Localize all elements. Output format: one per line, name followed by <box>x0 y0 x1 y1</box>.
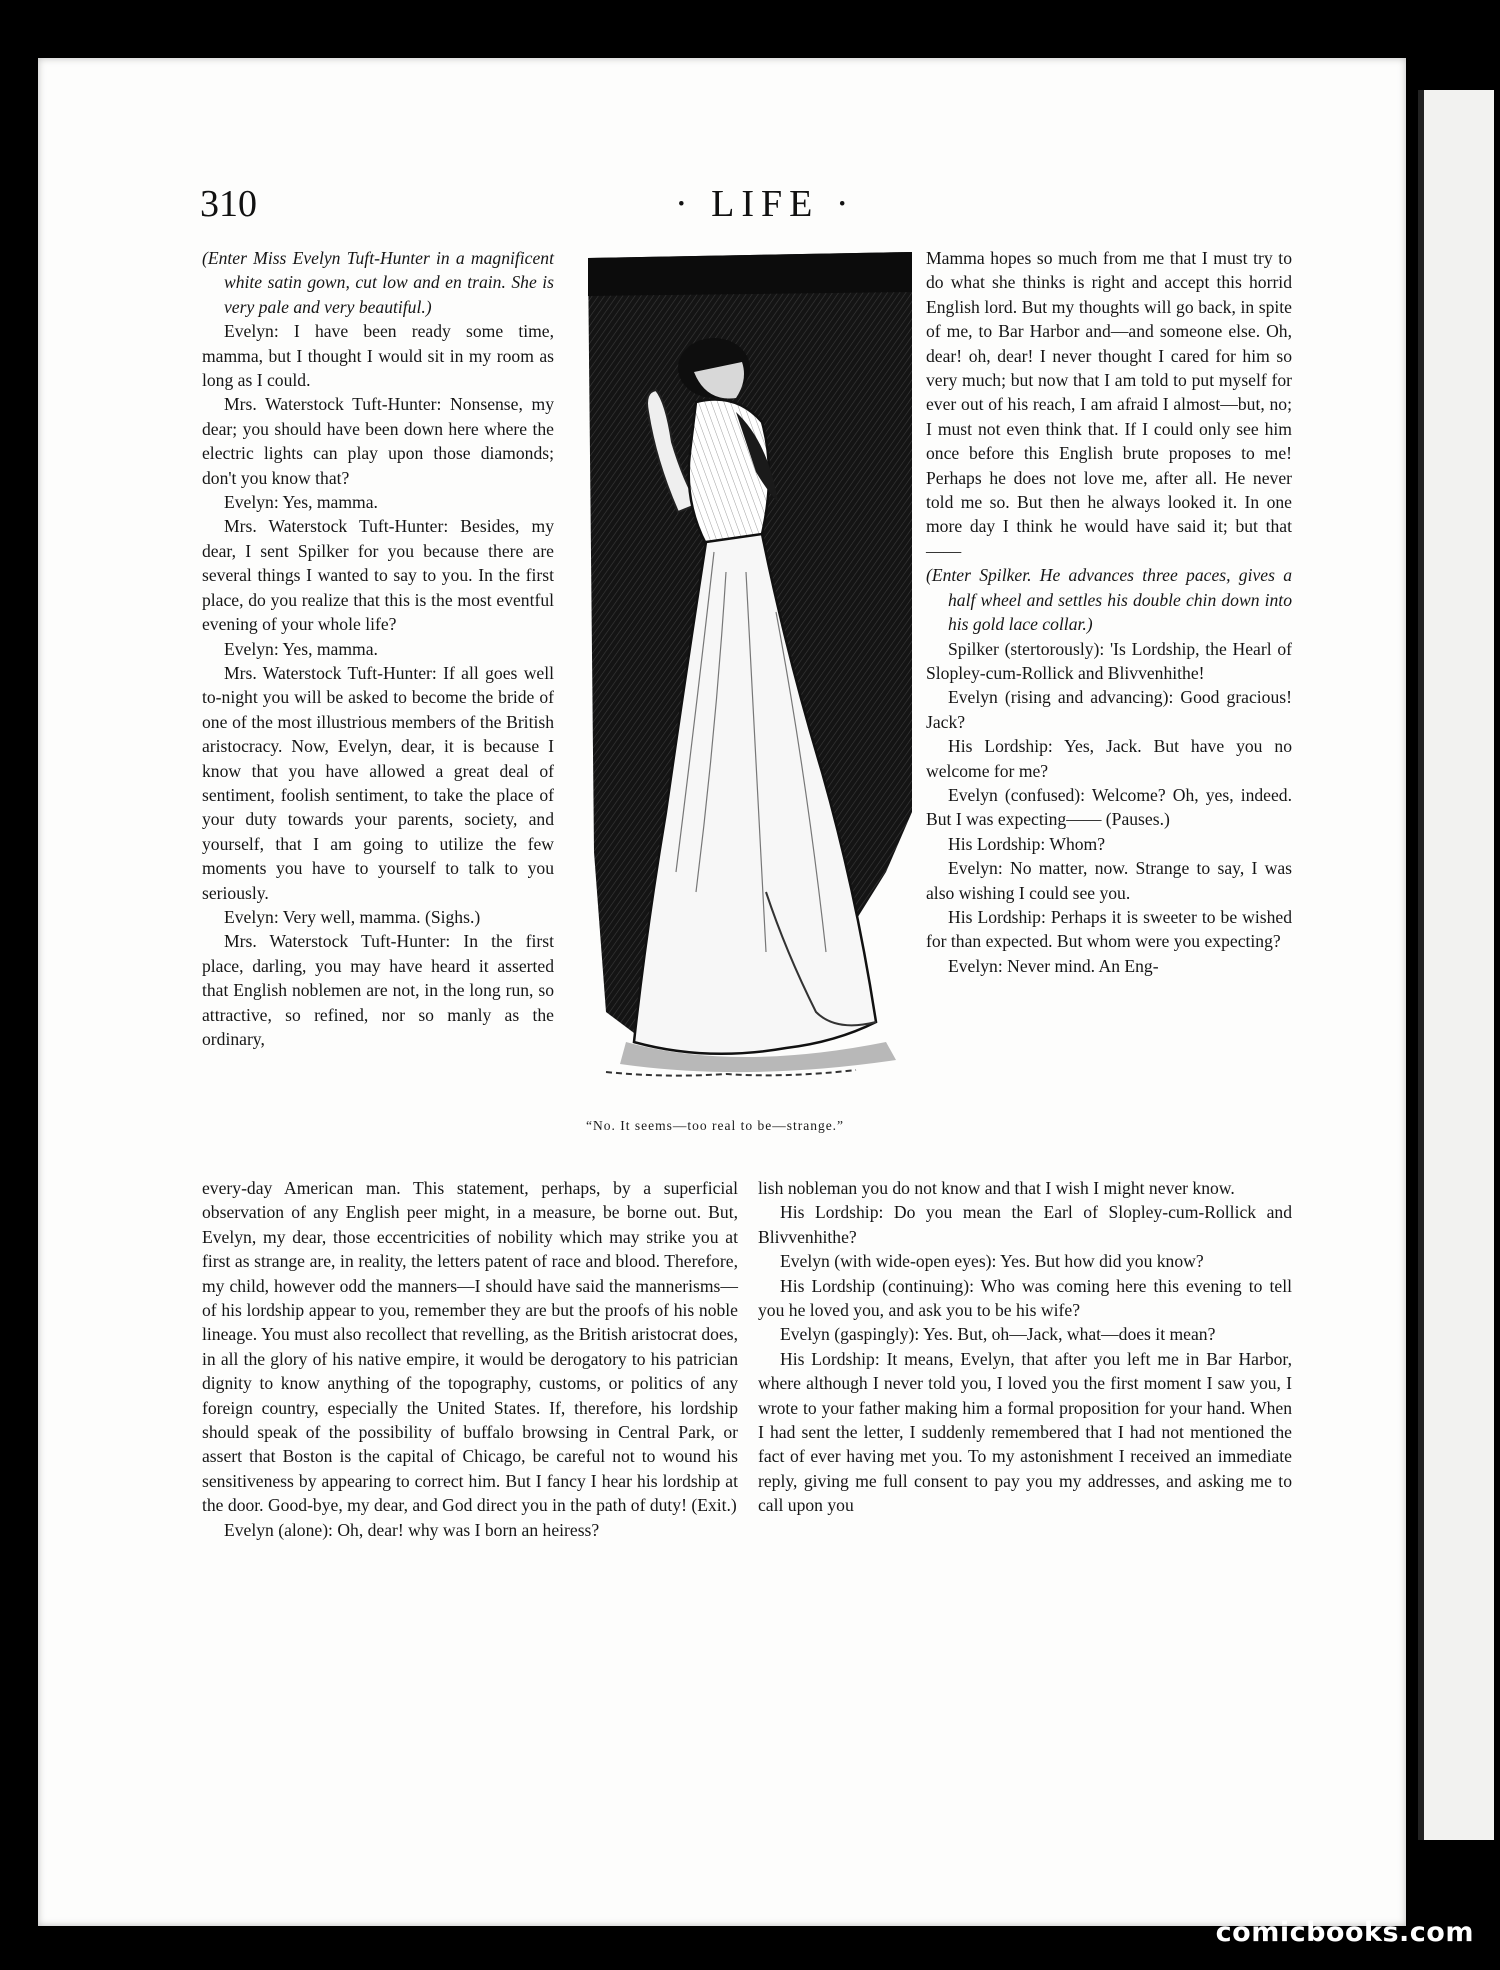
dialogue-paragraph: Evelyn (gaspingly): Yes. But, oh—Jack, what—does it mean? <box>780 1324 1216 1345</box>
dialogue-paragraph: Evelyn (rising and advancing): Good gracious! Jack? <box>926 687 1292 732</box>
stage-direction: (Enter Miss Evelyn Tuft-Hunter in a magnificent white satin gown, cut low and en train. She is very pale and very beautiful.) <box>202 248 554 317</box>
dialogue-paragraph: His Lordship: It means, Evelyn, that after you left me in Bar Harbor, where although I never told you, I loved you the first moment I saw you, I wrote to your father making him a formal proposition for your hand. When I had sent the letter, I suddenly remembered that I had not mentioned the fact of ever having met you. To my astonishment I received an immediate reply, giving me full consent to pay you my addresses, and asking me to call upon you <box>758 1348 1292 1516</box>
dialogue-paragraph: Mrs. Waterstock Tuft-Hunter: Besides, my dear, I sent Spilker for you because there are several things I wanted to say to you. In the first place, do you realize that this is the most eventful evening of your whole life? <box>202 516 554 635</box>
dialogue-paragraph: His Lordship (continuing): Who was coming here this evening to tell you he loved you, and ask you to be his wife? <box>758 1275 1292 1321</box>
right-column-bottom <box>758 1176 1292 1518</box>
left-column-bottom <box>202 1176 738 1542</box>
illustration <box>586 252 916 1092</box>
right-column-top <box>926 246 1292 978</box>
dialogue-paragraph: His Lordship: Perhaps it is sweeter to be wished for than expected. But whom were you expecting? <box>926 906 1292 952</box>
illustration-caption: “No. It seems—too real to be—strange.” <box>586 1118 845 1133</box>
dialogue-paragraph: Mrs. Waterstock Tuft-Hunter: If all goes well to-night you will be asked to become the bride of one of the most illustrious members of the British aristocracy. Now, Evelyn, dear, it is because I know that you have allowed a great deal of sentiment, foolish sentiment, to take the place of your duty towards your parents, society, and yourself, that I am going to utilize the few moments you have to yourself to talk to you seriously. <box>202 662 554 903</box>
dialogue-paragraph: His Lordship: Yes, Jack. But have you no welcome for me? <box>926 736 1292 781</box>
dialogue-paragraph: Mrs. Waterstock Tuft-Hunter: Nonsense, my dear; you should have been down here where the electric lights can play upon those diamonds; don't you know that? <box>202 394 554 488</box>
magazine-title: · LIFE · <box>675 183 856 225</box>
dialogue-paragraph: every-day American man. This statement, perhaps, by a superficial observation of any English peer might, in a measure, be borne out. But, Evelyn, my dear, those eccentricities of nobility which may strike you at first as strange are, in reality, the letters patent of race and blood. Therefore, my child, however odd the manners—I should have said the mannerisms—of his lordship appear to you, remember they are but the proofs of his noble lineage. You must also recollect that revelling, as the British aristocrat does, in all the glory of his native empire, it would be derogatory to his patrician dignity to know anything of the topography, customs, or politics of any foreign country, especially the United States. If, therefore, his lordship should speak of the possibility of buffalo browsing in Central Park, or assert that Boston is the capital of Chicago, be careful not to wound his sensitiveness by appearing to correct him. But I fancy I hear his lordship at the door. Good-bye, my dear, and God direct you in the path of duty! (Exit.) <box>202 1178 738 1516</box>
dialogue-paragraph: Evelyn (confused): Welcome? Oh, yes, indeed. But I was expecting—— (Pauses.) <box>926 784 1292 830</box>
adjacent-page-edge <box>1418 90 1494 1840</box>
page-header <box>200 182 1300 232</box>
dialogue-paragraph: Evelyn: Yes, mamma. <box>224 638 378 659</box>
left-column-top <box>202 246 554 1051</box>
stage-direction: (Enter Spilker. He advances three paces, gives a half wheel and settles his double chin down into his gold lace collar.) <box>926 565 1292 635</box>
dialogue-paragraph: Mamma hopes so much from me that I must try to do what she thinks is right and accept this horrid English lord. But my thoughts will go back, in spite of me, to Bar Harbor and—and someone else. Oh, dear! oh, dear! I never thought I cared for him so very much; but now that I am told to put myself for ever out of his reach, I am afraid I almost—but, no; I must not even think that. If I could only see him once before this English brute proposes to me! Perhaps he does not love me, after all. He never told me so. But then he always looked it. In one more day I think he would have said it; but that—— <box>926 248 1292 561</box>
dialogue-paragraph: His Lordship: Do you mean the Earl of Slopley-cum-Rollick and Blivvenhithe? <box>758 1202 1292 1247</box>
dialogue-paragraph: Evelyn (with wide-open eyes): Yes. But how did you know? <box>780 1251 1204 1272</box>
dialogue-paragraph: lish nobleman you do not know and that I wish I might never know. <box>758 1178 1235 1198</box>
dialogue-paragraph: Mrs. Waterstock Tuft-Hunter: In the first place, darling, you may have heard it asserted that English noblemen are not, in the long run, so attractive, so refined, nor so manly as the ordinary, <box>202 931 554 1049</box>
site-watermark: comicbooks.com <box>1215 1917 1474 1948</box>
dialogue-paragraph: Evelyn: No matter, now. Strange to say, I was also wishing I could see you. <box>926 858 1292 903</box>
dialogue-paragraph: Evelyn (alone): Oh, dear! why was I born an heiress? <box>224 1519 600 1540</box>
dialogue-paragraph: Spilker (stertorously): 'Is Lordship, the Hearl of Slopley-cum-Rollick and Blivvenhithe! <box>926 638 1292 683</box>
dialogue-paragraph: Evelyn: Yes, mamma. <box>224 492 378 513</box>
dialogue-paragraph: Evelyn: Very well, mamma. (Sighs.) <box>224 906 481 927</box>
dialogue-paragraph: Evelyn: I have been ready some time, mamma, but I thought I would sit in my room as long as I could. <box>202 321 554 391</box>
dialogue-paragraph: His Lordship: Whom? <box>948 833 1106 854</box>
dialogue-paragraph: Evelyn: Never mind. An Eng- <box>948 955 1159 976</box>
page-number: 310 <box>200 183 257 225</box>
